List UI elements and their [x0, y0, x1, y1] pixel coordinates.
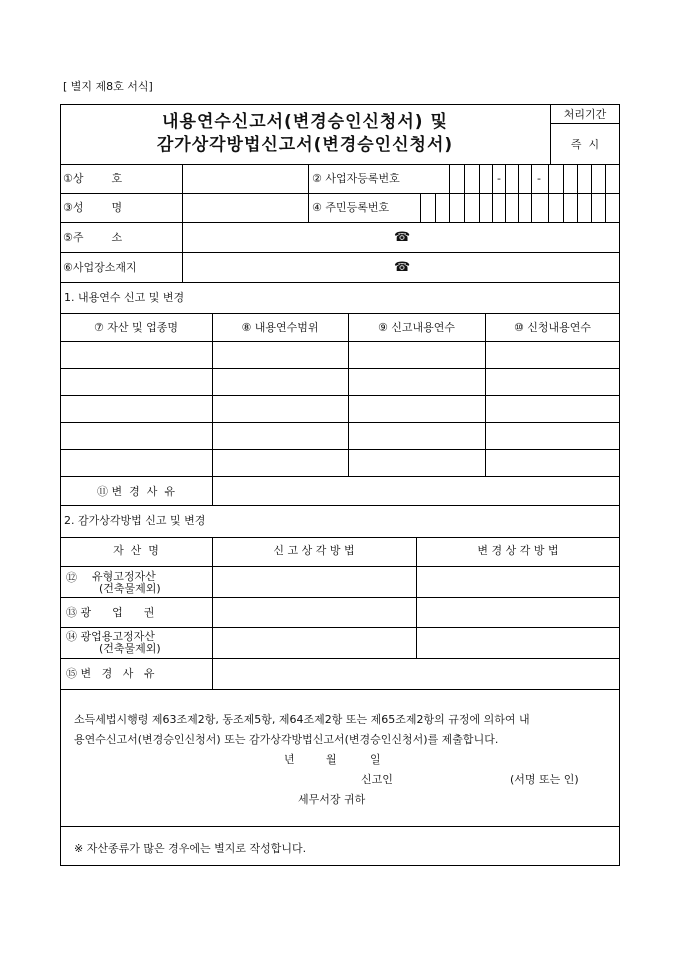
section2-heading: 2. 감가상각방법 신고 및 변경 — [64, 514, 206, 527]
divider — [550, 123, 620, 124]
row-tangible-assets-note: (건축물제외) — [99, 582, 161, 595]
phone-icon: ☎ — [394, 260, 411, 275]
form-title-line2: 감가상각방법신고서(변경승인신청서) — [156, 135, 454, 155]
date-year: 년 — [284, 753, 295, 766]
footnote: ※ 자산종류가 많은 경우에는 별지로 작성합니다. — [74, 842, 307, 855]
divider — [60, 658, 620, 659]
col-changed-method: 변 경 상 각 방 법 — [477, 544, 559, 557]
section2-reason-label: ⑮ 변 경 사 유 — [66, 667, 155, 680]
row-tangible-assets: 유형고정자산 — [92, 570, 156, 583]
col-useful-life-range: ⑧ 내용연수범위 — [241, 321, 319, 334]
divider — [60, 422, 620, 423]
row-mining-assets: ⑭ 광업용고정자산 — [66, 630, 155, 643]
divider — [60, 627, 620, 628]
section1-heading: 1. 내용연수 신고 및 변경 — [64, 291, 185, 304]
signature-note: (서명 또는 인) — [510, 773, 579, 786]
business-reg-label: ② 사업자등록번호 — [312, 172, 400, 185]
divider — [60, 193, 620, 194]
divider — [60, 341, 620, 342]
digit-box-line — [505, 193, 506, 222]
digit-box-line — [518, 193, 519, 222]
digit-box-line — [464, 193, 465, 222]
digit-box-line — [505, 164, 506, 193]
col-requested-life: ⑩ 신청내용연수 — [513, 321, 592, 334]
divider — [212, 537, 213, 689]
divider — [60, 222, 620, 223]
divider — [60, 537, 620, 538]
processing-period-value: 즉 시 — [570, 138, 600, 151]
date-month: 월 — [326, 753, 337, 766]
form-label: [ 별지 제8호 서식] — [63, 80, 153, 93]
reg-dash: - — [537, 172, 541, 185]
divider — [308, 164, 309, 222]
digit-box-line — [479, 164, 480, 193]
declaration-line2: 용연수신고서(변경승인신청서) 또는 감가상각방법신고서(변경승인신청서)를 제출합니다. — [74, 733, 499, 746]
row-mining-assets-note: (건축물제외) — [99, 642, 161, 655]
divider — [60, 566, 620, 567]
divider — [60, 505, 620, 506]
digit-box-line — [548, 164, 549, 193]
digit-box-line — [464, 164, 465, 193]
trade-name-label: ①상 호 — [63, 172, 123, 185]
digit-box-line — [577, 193, 578, 222]
digit-box-line — [531, 193, 532, 222]
digit-box-line — [449, 164, 450, 193]
address-label: ⑤주 소 — [63, 231, 123, 244]
col-reported-method: 신 고 상 각 방 법 — [273, 544, 355, 557]
divider — [60, 252, 620, 253]
digit-box-line — [449, 193, 450, 222]
col-asset-name: 자 산 명 — [113, 544, 159, 557]
row-num-12: ⑫ — [66, 571, 77, 584]
divider — [212, 313, 213, 505]
digit-box-line — [420, 193, 421, 222]
applicant-signature-label: 신고인 — [361, 773, 393, 786]
digit-box-line — [492, 193, 493, 222]
section1-reason-label: ⑪ 변 경 사 유 — [97, 485, 175, 498]
divider — [60, 449, 620, 450]
digit-box-line — [605, 164, 606, 193]
divider — [60, 476, 620, 477]
divider — [182, 164, 183, 282]
digit-box-line — [435, 193, 436, 222]
divider — [485, 313, 486, 476]
digit-box-line — [531, 164, 532, 193]
digit-box-line — [591, 164, 592, 193]
recipient: 세무서장 귀하 — [298, 793, 366, 806]
digit-box-line — [605, 193, 606, 222]
divider — [60, 395, 620, 396]
divider — [60, 689, 620, 690]
form-title-line1: 내용연수신고서(변경승인신청서) 및 — [162, 112, 448, 132]
digit-box-line — [591, 193, 592, 222]
col-asset-industry: ⑦ 자산 및 업종명 — [93, 321, 179, 334]
col-reported-life: ⑨ 신고내용연수 — [377, 321, 456, 334]
declaration-line1: 소득세법시행령 제63조제2항, 동조제5항, 제64조제2항 또는 제65조제2항의 규정에 의하여 내 — [74, 713, 530, 726]
date-day: 일 — [370, 753, 381, 766]
resident-reg-label: ④ 주민등록번호 — [312, 201, 390, 214]
phone-icon: ☎ — [394, 230, 411, 245]
divider — [60, 313, 620, 314]
digit-box-line — [518, 164, 519, 193]
workplace-label: ⑥사업장소재지 — [63, 261, 137, 274]
reg-dash: - — [497, 172, 501, 185]
divider — [60, 826, 620, 827]
digit-box-line — [563, 193, 564, 222]
divider — [60, 164, 620, 165]
divider — [60, 597, 620, 598]
name-label: ③성 명 — [63, 201, 123, 214]
divider — [60, 368, 620, 369]
divider — [60, 282, 620, 283]
digit-box-line — [492, 164, 493, 193]
digit-box-line — [479, 193, 480, 222]
divider — [348, 313, 349, 476]
digit-box-line — [563, 164, 564, 193]
digit-box-line — [548, 193, 549, 222]
row-mining-rights: ⑬ 광 업 권 — [66, 606, 155, 619]
processing-period-header: 처리기간 — [563, 108, 607, 121]
digit-box-line — [577, 164, 578, 193]
